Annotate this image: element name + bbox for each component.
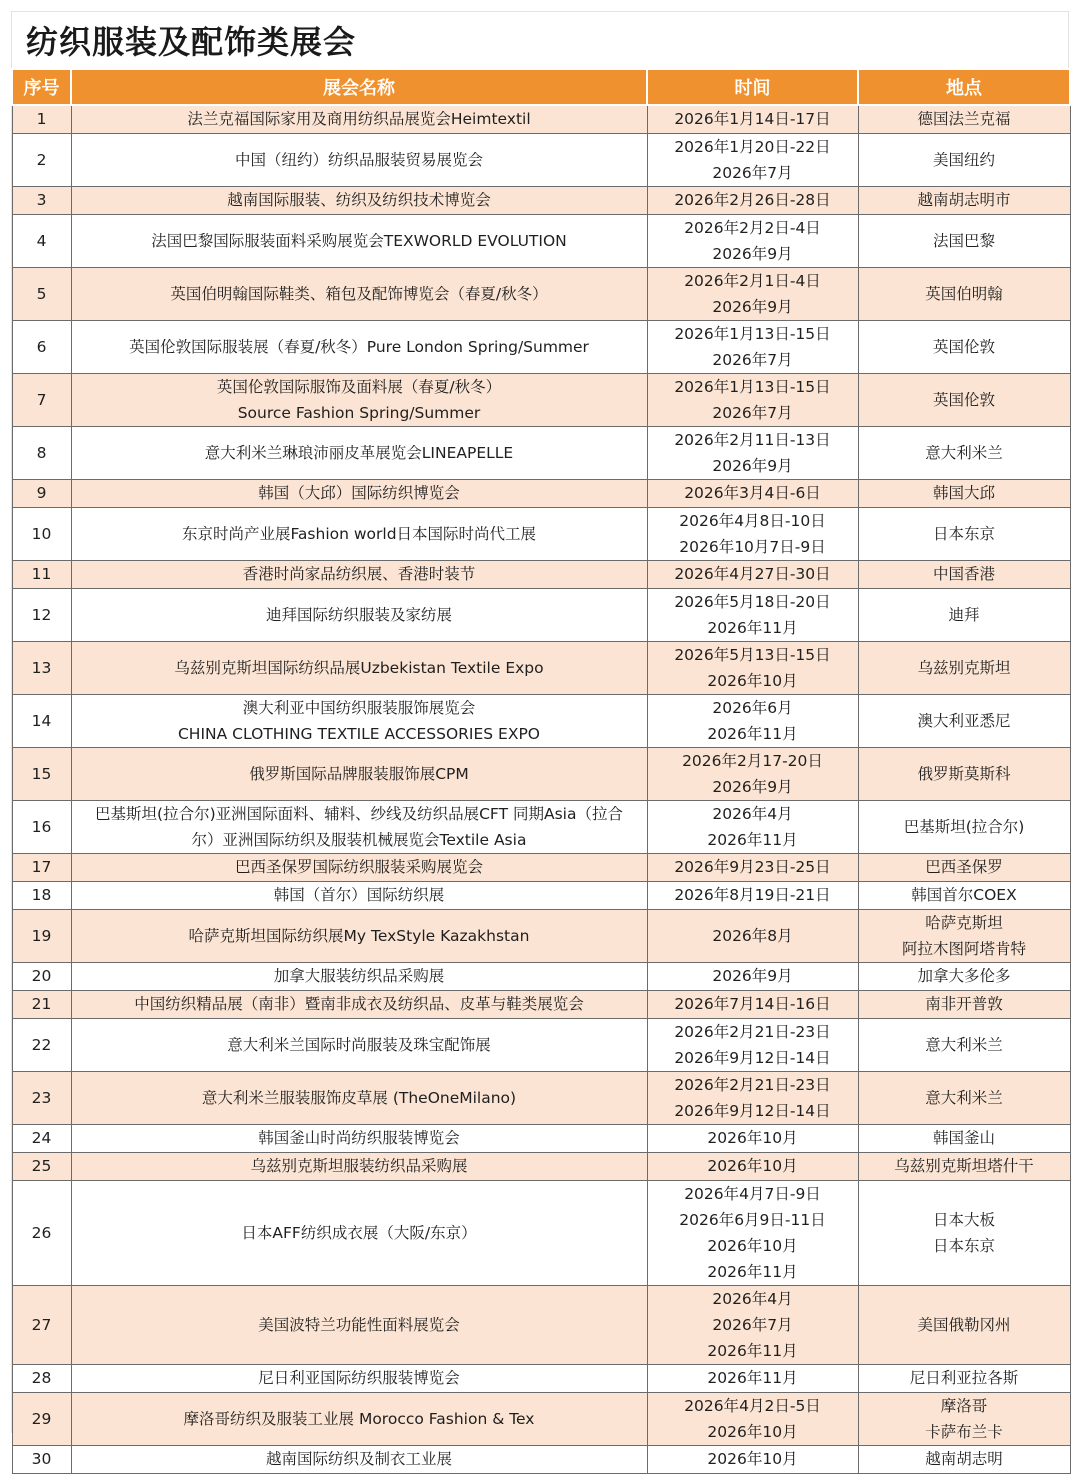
exhibition-time-line: 2026年10月 <box>707 1236 798 1255</box>
exhibition-name-line: 越南国际纺织及制衣工业展 <box>265 1450 452 1468</box>
exhibition-name-cell <box>71 1392 647 1445</box>
exhibition-location-line: 法国巴黎 <box>932 231 995 250</box>
exhibition-location-line: 意大利米兰 <box>925 1088 1003 1107</box>
exhibition-name-line: 俄罗斯国际品牌服装服饰展CPM <box>249 764 469 783</box>
exhibition-name-line: 韩国（大邱）国际纺织博览会 <box>258 484 460 502</box>
exhibition-time-line: 2026年2月11日-13日 <box>674 430 831 449</box>
exhibition-time-line: 2026年11月 <box>707 830 798 849</box>
exhibition-time-cell <box>647 909 858 962</box>
exhibition-name-line: 英国伯明翰国际鞋类、箱包及配饰博览会（春夏/秋冬） <box>170 284 548 303</box>
header-exhibition-name: 展会名称 <box>71 69 647 105</box>
exhibition-location-line: 韩国首尔COEX <box>911 886 1017 904</box>
exhibition-location-line: 阿拉木图阿塔肯特 <box>901 939 1026 958</box>
exhibition-name-line: 美国波特兰功能性面料展览会 <box>258 1315 460 1334</box>
exhibition-time-cell <box>647 990 858 1018</box>
exhibition-time-line: 2026年9月 <box>712 777 793 796</box>
header-number: 序号 <box>12 69 71 105</box>
exhibition-name-cell <box>71 320 647 373</box>
exhibition-location-cell <box>858 588 1070 641</box>
exhibition-location-line: 迪拜 <box>948 605 980 624</box>
exhibition-name-cell <box>71 1152 647 1180</box>
exhibition-time-line: 2026年5月13日-15日 <box>674 645 831 664</box>
table-row <box>12 641 1070 694</box>
table-row <box>12 479 1070 507</box>
row-number: 25 <box>12 1152 71 1180</box>
exhibition-name-cell <box>71 962 647 990</box>
exhibition-time-cell <box>647 1180 858 1285</box>
exhibition-location-cell <box>858 747 1070 800</box>
exhibition-time-line: 2026年4月2日-5日 <box>684 1396 821 1415</box>
exhibition-time-cell <box>647 853 858 881</box>
exhibition-name-cell <box>71 588 647 641</box>
exhibition-location-cell <box>858 1124 1070 1152</box>
exhibition-time-cell <box>647 373 858 426</box>
table-row <box>12 962 1070 990</box>
row-number: 3 <box>12 186 71 214</box>
exhibition-location-cell <box>858 641 1070 694</box>
exhibition-name-line: 中国（纽约）纺织品服装贸易展览会 <box>234 150 483 169</box>
exhibition-time-line: 2026年2月2日-4日 <box>684 218 821 237</box>
exhibition-time-line: 2026年2月17-20日 <box>682 751 823 770</box>
exhibition-name-cell <box>71 853 647 881</box>
exhibition-time-line: 2026年4月27日-30日 <box>674 565 831 583</box>
exhibition-location-line: 南非开普敦 <box>925 995 1003 1013</box>
exhibition-name-line: 韩国釜山时尚纺织服装博览会 <box>258 1129 460 1147</box>
exhibition-time-cell <box>647 1364 858 1392</box>
exhibition-location-cell <box>858 990 1070 1018</box>
exhibition-name-cell <box>71 1071 647 1124</box>
exhibition-location-cell <box>858 267 1070 320</box>
exhibition-time-line: 2026年4月8日-10日 <box>679 511 826 530</box>
row-number: 4 <box>12 214 71 267</box>
exhibition-location-cell <box>858 479 1070 507</box>
table-row <box>12 186 1070 214</box>
exhibition-name-line: 法兰克福国际家用及商用纺织品展览会Heimtextil <box>187 110 531 129</box>
exhibition-location-line: 巴西圣保罗 <box>925 858 1003 876</box>
exhibition-time-cell <box>647 800 858 853</box>
table-row <box>12 853 1070 881</box>
exhibition-time-cell <box>647 588 858 641</box>
row-number: 12 <box>12 588 71 641</box>
table-row <box>12 214 1070 267</box>
table-row <box>12 881 1070 909</box>
row-number: 2 <box>12 133 71 186</box>
exhibition-name-cell <box>71 186 647 214</box>
exhibition-location-cell <box>858 853 1070 881</box>
table-row <box>12 1445 1070 1473</box>
exhibition-time-line: 2026年11月 <box>707 724 798 743</box>
row-number: 1 <box>12 105 71 133</box>
exhibition-location-cell <box>858 1071 1070 1124</box>
exhibition-location-cell <box>858 1180 1070 1285</box>
exhibition-time-line: 2026年11月 <box>707 618 798 637</box>
exhibition-time-line: 2026年3月4日-6日 <box>684 484 821 502</box>
exhibition-location-cell <box>858 373 1070 426</box>
exhibition-time-line: 2026年9月12日-14日 <box>674 1048 831 1067</box>
exhibition-time-cell <box>647 560 858 588</box>
exhibition-location-cell <box>858 1285 1070 1364</box>
table-row <box>12 133 1070 186</box>
exhibition-time-line: 2026年10月 <box>707 1157 798 1175</box>
table-row <box>12 105 1070 133</box>
exhibition-name-cell <box>71 1124 647 1152</box>
exhibition-name-cell <box>71 479 647 507</box>
exhibition-location-cell <box>858 560 1070 588</box>
row-number: 29 <box>12 1392 71 1445</box>
table-row <box>12 1364 1070 1392</box>
exhibition-time-line: 2026年2月21日-23日 <box>674 1022 831 1041</box>
exhibition-name-line: 摩洛哥纺织及服装工业展 Morocco Fashion & Tex <box>183 1409 535 1428</box>
exhibition-location-cell <box>858 1392 1070 1445</box>
exhibition-time-cell <box>647 507 858 560</box>
exhibition-location-line: 英国伯明翰 <box>925 284 1003 303</box>
exhibition-time-cell <box>647 186 858 214</box>
exhibition-location-line: 乌兹别克斯坦塔什干 <box>894 1157 1034 1175</box>
table-row <box>12 800 1070 853</box>
exhibition-location-line: 乌兹别克斯坦 <box>917 658 1011 677</box>
exhibition-time-line: 2026年7月 <box>712 403 793 422</box>
exhibition-time-cell <box>647 694 858 747</box>
row-number: 14 <box>12 694 71 747</box>
table-row <box>12 1152 1070 1180</box>
exhibition-location-line: 日本东京 <box>932 1236 995 1255</box>
exhibition-name-cell <box>71 990 647 1018</box>
row-number: 6 <box>12 320 71 373</box>
exhibition-location-line: 英国伦敦 <box>932 337 995 356</box>
row-number: 28 <box>12 1364 71 1392</box>
table-row <box>12 1124 1070 1152</box>
row-number: 30 <box>12 1445 71 1473</box>
table-row <box>12 373 1070 426</box>
table-body <box>12 105 1070 1473</box>
row-number: 9 <box>12 479 71 507</box>
exhibition-time-line: 2026年2月1日-4日 <box>684 271 821 290</box>
exhibition-location-line: 中国香港 <box>932 565 995 583</box>
exhibition-location-line: 意大利米兰 <box>925 443 1003 462</box>
exhibition-time-cell <box>647 1445 858 1473</box>
exhibition-time-line: 2026年9月 <box>712 244 793 263</box>
exhibition-name-cell <box>71 1180 647 1285</box>
exhibition-location-cell <box>858 214 1070 267</box>
exhibition-location-cell <box>858 694 1070 747</box>
exhibition-location-line: 韩国大邱 <box>932 484 995 502</box>
table-row <box>12 1285 1070 1364</box>
exhibition-name-cell <box>71 1285 647 1364</box>
row-number: 27 <box>12 1285 71 1364</box>
exhibition-time-line: 2026年9月 <box>712 967 793 985</box>
table-row <box>12 694 1070 747</box>
exhibition-name-cell <box>71 641 647 694</box>
exhibition-table <box>11 68 1071 1474</box>
header-location: 地点 <box>858 69 1070 105</box>
exhibition-time-line: 2026年4月 <box>712 1289 793 1308</box>
exhibition-time-cell <box>647 1124 858 1152</box>
exhibition-name-cell <box>71 267 647 320</box>
exhibition-location-line: 日本东京 <box>932 524 995 543</box>
table-row <box>12 1180 1070 1285</box>
exhibition-time-line: 2026年7月 <box>712 163 793 182</box>
exhibition-name-line: 韩国（首尔）国际纺织展 <box>273 886 445 904</box>
row-number: 11 <box>12 560 71 588</box>
exhibition-time-line: 2026年10月 <box>707 671 798 690</box>
row-number: 17 <box>12 853 71 881</box>
exhibition-location-line: 摩洛哥 <box>940 1396 988 1415</box>
exhibition-location-cell <box>858 1018 1070 1071</box>
exhibition-location-line: 俄罗斯莫斯科 <box>917 764 1011 783</box>
page-title: 纺织服装及配饰类展会 <box>26 23 357 61</box>
exhibition-name-cell <box>71 560 647 588</box>
exhibition-location-cell <box>858 1364 1070 1392</box>
exhibition-location-line: 哈萨克斯坦 <box>925 913 1003 932</box>
exhibition-name-line: 日本AFF纺织成衣展（大阪/东京） <box>241 1223 477 1242</box>
exhibition-name-cell <box>71 105 647 133</box>
row-number: 16 <box>12 800 71 853</box>
row-number: 15 <box>12 747 71 800</box>
exhibition-name-line: 越南国际服装、纺织及纺织技术博览会 <box>227 191 491 209</box>
exhibition-name-cell <box>71 373 647 426</box>
exhibition-time-line: 2026年1月13日-15日 <box>674 377 831 396</box>
table-row <box>12 560 1070 588</box>
exhibition-name-line: 香港时尚家品纺织展、香港时装节 <box>242 565 476 583</box>
row-number: 5 <box>12 267 71 320</box>
row-number: 22 <box>12 1018 71 1071</box>
exhibition-name-cell <box>71 133 647 186</box>
exhibition-location-line: 意大利米兰 <box>925 1035 1003 1054</box>
header-time: 时间 <box>647 69 858 105</box>
exhibition-time-line: 2026年11月 <box>707 1262 798 1281</box>
exhibition-name-line: 东京时尚产业展Fashion world日本国际时尚代工展 <box>181 524 537 543</box>
table-row <box>12 426 1070 479</box>
row-number: 20 <box>12 962 71 990</box>
exhibition-name-line: 中国纺织精品展（南非）暨南非成衣及纺织品、皮革与鞋类展览会 <box>134 995 584 1013</box>
exhibition-time-line: 2026年7月 <box>712 1315 793 1334</box>
exhibition-location-line: 尼日利亚拉各斯 <box>909 1369 1019 1387</box>
exhibition-name-cell <box>71 1445 647 1473</box>
exhibition-name-line: Source Fashion Spring/Summer <box>237 403 481 422</box>
exhibition-name-line: 尼日利亚国际纺织服装博览会 <box>258 1369 460 1387</box>
exhibition-time-line: 2026年10月 <box>707 1450 798 1468</box>
exhibition-location-line: 美国俄勒冈州 <box>917 1315 1011 1334</box>
exhibition-name-line: 英国伦敦国际服饰及面料展（春夏/秋冬） <box>216 377 502 396</box>
exhibition-name-cell <box>71 747 647 800</box>
exhibition-name-line: 巴西圣保罗国际纺织服装采购展览会 <box>234 858 483 876</box>
exhibition-name-line: CHINA CLOTHING TEXTILE ACCESSORIES EXPO <box>177 724 541 743</box>
exhibition-name-line: 加拿大服装纺织品采购展 <box>273 967 445 985</box>
table-row <box>12 588 1070 641</box>
exhibition-location-cell <box>858 800 1070 853</box>
exhibition-location-line: 澳大利亚悉尼 <box>917 711 1011 730</box>
exhibition-location-cell <box>858 186 1070 214</box>
exhibition-time-line: 2026年5月18日-20日 <box>674 592 831 611</box>
exhibition-name-line: 巴基斯坦(拉合尔)亚洲国际面料、辅料、纱线及纺织品展CFT 同期Asia（拉合 <box>95 804 623 823</box>
exhibition-time-line: 2026年1月13日-15日 <box>674 324 831 343</box>
exhibition-name-cell <box>71 507 647 560</box>
exhibition-time-cell <box>647 320 858 373</box>
exhibition-time-cell <box>647 1071 858 1124</box>
exhibition-time-cell <box>647 479 858 507</box>
exhibition-time-cell <box>647 1018 858 1071</box>
exhibition-name-line: 法国巴黎国际服装面料采购展览会TEXWORLD EVOLUTION <box>151 231 567 250</box>
exhibition-name-cell <box>71 909 647 962</box>
exhibition-location-line: 加拿大多伦多 <box>917 967 1011 985</box>
row-number: 13 <box>12 641 71 694</box>
exhibition-name-cell <box>71 881 647 909</box>
exhibition-time-line: 2026年10月7日-9日 <box>679 537 826 556</box>
exhibition-time-cell <box>647 1392 858 1445</box>
exhibition-location-line: 韩国釜山 <box>932 1129 995 1147</box>
exhibition-time-line: 2026年8月 <box>712 926 793 945</box>
exhibition-time-cell <box>647 267 858 320</box>
row-number: 23 <box>12 1071 71 1124</box>
row-number: 18 <box>12 881 71 909</box>
exhibition-location-cell <box>858 320 1070 373</box>
exhibition-name-line: 澳大利亚中国纺织服装服饰展览会 <box>242 698 476 717</box>
exhibition-location-cell <box>858 881 1070 909</box>
exhibition-time-cell <box>647 1285 858 1364</box>
exhibition-location-line: 巴基斯坦(拉合尔) <box>903 817 1025 836</box>
exhibition-location-cell <box>858 1445 1070 1473</box>
exhibition-time-cell <box>647 641 858 694</box>
exhibition-time-line: 2026年2月26日-28日 <box>674 191 831 209</box>
table-row <box>12 990 1070 1018</box>
exhibition-time-cell <box>647 962 858 990</box>
exhibition-name-line: 意大利米兰服装服饰皮草展 (TheOneMilano) <box>201 1088 517 1107</box>
exhibition-name-line: 哈萨克斯坦国际纺织展My TexStyle Kazakhstan <box>188 926 530 945</box>
exhibition-location-cell <box>858 426 1070 479</box>
exhibition-time-line: 2026年10月 <box>707 1422 798 1441</box>
row-number: 26 <box>12 1180 71 1285</box>
exhibition-time-line: 2026年10月 <box>707 1129 798 1147</box>
exhibition-location-cell <box>858 1152 1070 1180</box>
exhibition-time-line: 2026年7月14日-16日 <box>674 995 831 1013</box>
table-row <box>12 1018 1070 1071</box>
row-number: 21 <box>12 990 71 1018</box>
row-number: 24 <box>12 1124 71 1152</box>
exhibition-time-line: 2026年8月19日-21日 <box>674 886 831 904</box>
exhibition-time-line: 2026年11月 <box>707 1369 798 1387</box>
exhibition-name-cell <box>71 1018 647 1071</box>
exhibition-time-line: 2026年2月21日-23日 <box>674 1075 831 1094</box>
exhibition-name-line: 英国伦敦国际服装展（春夏/秋冬）Pure London Spring/Summer <box>129 337 589 356</box>
exhibition-name-cell <box>71 426 647 479</box>
exhibition-name-line: 尔）亚洲国际纺织及服装机械展览会Textile Asia <box>191 830 527 849</box>
table-row <box>12 1071 1070 1124</box>
exhibition-name-line: 乌兹别克斯坦国际纺织品展Uzbekistan Textile Expo <box>174 658 544 677</box>
exhibition-time-line: 2026年4月7日-9日 <box>684 1184 821 1203</box>
exhibition-location-line: 卡萨布兰卡 <box>925 1422 1003 1441</box>
row-number: 8 <box>12 426 71 479</box>
exhibition-location-line: 德国法兰克福 <box>917 110 1011 129</box>
exhibition-time-line: 2026年9月 <box>712 456 793 475</box>
exhibition-location-cell <box>858 105 1070 133</box>
exhibition-name-cell <box>71 1364 647 1392</box>
exhibition-time-line: 2026年4月 <box>712 804 793 823</box>
exhibition-time-cell <box>647 133 858 186</box>
exhibition-location-cell <box>858 909 1070 962</box>
exhibition-time-line: 2026年1月14日-17日 <box>674 110 831 129</box>
row-number: 7 <box>12 373 71 426</box>
exhibition-time-cell <box>647 747 858 800</box>
exhibition-name-cell <box>71 694 647 747</box>
exhibition-time-line: 2026年11月 <box>707 1341 798 1360</box>
exhibition-location-cell <box>858 133 1070 186</box>
exhibition-time-line: 2026年7月 <box>712 350 793 369</box>
exhibition-name-cell <box>71 214 647 267</box>
exhibition-name-line: 乌兹别克斯坦服装纺织品采购展 <box>250 1157 468 1175</box>
exhibition-name-cell <box>71 800 647 853</box>
exhibition-location-line: 越南胡志明市 <box>917 191 1011 209</box>
exhibition-location-line: 英国伦敦 <box>932 390 995 409</box>
table-row <box>12 507 1070 560</box>
exhibition-time-line: 2026年6月9日-11日 <box>679 1210 826 1229</box>
exhibition-time-line: 2026年9月 <box>712 297 793 316</box>
exhibition-name-line: 意大利米兰琳琅沛丽皮革展览会LINEAPELLE <box>204 443 514 462</box>
exhibition-time-cell <box>647 214 858 267</box>
exhibition-location-cell <box>858 962 1070 990</box>
exhibition-time-cell <box>647 426 858 479</box>
exhibition-time-line: 2026年6月 <box>712 698 793 717</box>
exhibition-location-line: 日本大板 <box>932 1210 995 1229</box>
table-row <box>12 320 1070 373</box>
exhibition-time-line: 2026年9月23日-25日 <box>674 858 831 876</box>
row-number: 10 <box>12 507 71 560</box>
exhibition-name-line: 意大利米兰国际时尚服装及珠宝配饰展 <box>227 1035 491 1054</box>
table-header-row <box>12 69 1070 105</box>
exhibition-location-line: 越南胡志明 <box>925 1450 1003 1468</box>
table-row <box>12 909 1070 962</box>
exhibition-time-line: 2026年1月20日-22日 <box>674 137 831 156</box>
table-row <box>12 1392 1070 1445</box>
exhibition-time-cell <box>647 881 858 909</box>
exhibition-time-line: 2026年9月12日-14日 <box>674 1101 831 1120</box>
exhibition-time-cell <box>647 105 858 133</box>
exhibition-time-cell <box>647 1152 858 1180</box>
exhibition-location-line: 美国纽约 <box>932 150 995 169</box>
exhibition-name-line: 迪拜国际纺织服装及家纺展 <box>265 605 452 624</box>
exhibition-location-cell <box>858 507 1070 560</box>
row-number: 19 <box>12 909 71 962</box>
table-row <box>12 747 1070 800</box>
table-row <box>12 267 1070 320</box>
